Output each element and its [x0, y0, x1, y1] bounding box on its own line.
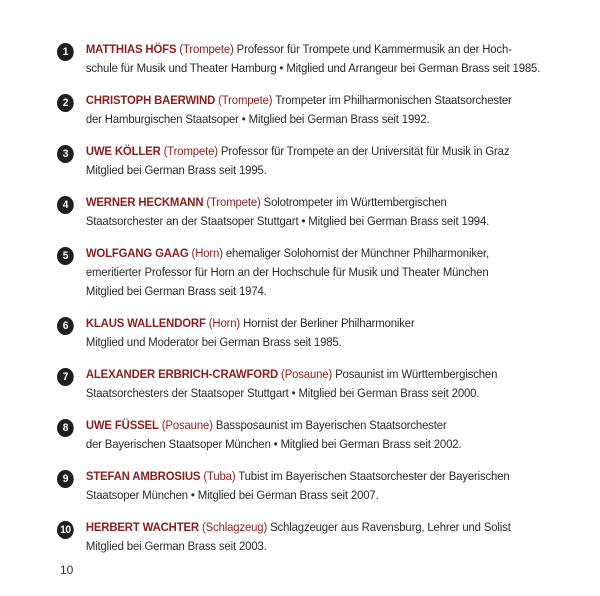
member-instrument: (Trompete) — [163, 144, 218, 158]
member-description-line: Trompeter im Philharmonischen Staatsorchester — [275, 93, 512, 107]
member-entry — [57, 314, 600, 352]
member-description-line: Professor für Trompete an der Universität für Musik in Graz — [220, 144, 510, 158]
member-entry — [57, 416, 600, 454]
member-name: WERNER HECKMANN — [85, 195, 204, 209]
member-description-line: Staatsorchester an der Staatsoper Stuttgart • Mitglied bei German Brass seit 1994. — [85, 214, 490, 228]
member-instrument: (Trompete) — [218, 93, 273, 107]
member-description-line: Staatsoper München • Mitglied bei German Brass seit 2007. — [85, 488, 379, 502]
number-badge: 3 — [57, 145, 74, 163]
member-entry — [57, 193, 600, 231]
member-name: UWE FÜSSEL — [85, 418, 159, 432]
member-entry — [57, 40, 600, 78]
member-list — [57, 40, 577, 569]
number-badge: 7 — [57, 368, 74, 386]
member-description-line: Mitglied und Moderator bei German Brass seit 1985. — [85, 335, 342, 349]
member-description-line: ehemaliger Solohornist der Münchner Philharmoniker, — [225, 246, 490, 260]
member-instrument: (Tuba) — [203, 469, 236, 483]
member-instrument: (Schlagzeug) — [201, 520, 268, 534]
number-badge: 4 — [57, 196, 74, 214]
member-description-line: schule für Musik und Theater Hamburg • Mitglied und Arrangeur bei German Brass seit 1985. — [85, 61, 541, 75]
number-badge: 10 — [57, 521, 74, 539]
member-name: KLAUS WALLENDORF — [85, 316, 206, 330]
number-badge: 5 — [57, 247, 74, 265]
member-description-line: Hornist der Berliner Philharmoniker — [243, 316, 415, 330]
member-instrument: (Posaune) — [281, 367, 333, 381]
member-entry — [57, 365, 600, 403]
member-entry — [57, 467, 600, 505]
member-description-line: Staatsorchesters der Staatsoper Stuttgart • Mitglied bei German Brass seit 2000. — [85, 386, 480, 400]
member-name: STEFAN AMBROSIUS — [85, 469, 201, 483]
page-number: 10 — [60, 563, 74, 577]
member-instrument: (Horn) — [191, 246, 223, 260]
number-badge: 1 — [57, 43, 74, 61]
member-description-line: Mitglied bei German Brass seit 1974. — [85, 284, 267, 298]
member-instrument: (Trompete) — [206, 195, 261, 209]
member-instrument: (Trompete) — [179, 42, 234, 56]
member-entry — [57, 244, 600, 301]
member-description-line: Mitglied bei German Brass seit 2003. — [85, 539, 267, 553]
member-name: HERBERT WACHTER — [85, 520, 199, 534]
member-name: WOLFGANG GAAG — [85, 246, 189, 260]
member-name: MATTHIAS HÖFS — [85, 42, 177, 56]
member-description-line: Professor für Trompete und Kammermusik an der Hoch- — [236, 42, 512, 56]
member-description-line: Schlagzeuger aus Ravensburg, Lehrer und Solist — [270, 520, 511, 534]
number-badge: 9 — [57, 470, 74, 488]
member-instrument: (Horn) — [208, 316, 241, 330]
member-description-line: Bassposaunist im Bayerischen Staatsorchester — [215, 418, 447, 432]
number-badge: 6 — [57, 317, 74, 335]
member-name: ALEXANDER ERBRICH-CRAWFORD — [85, 367, 279, 381]
number-badge: 2 — [57, 94, 74, 112]
number-badge: 8 — [57, 419, 74, 437]
member-description-line: Posaunist im Württembergischen — [335, 367, 498, 381]
member-description-line: Solotrompeter im Württembergischen — [263, 195, 447, 209]
member-name: CHRISTOPH BAERWIND — [85, 93, 216, 107]
member-entry — [57, 142, 600, 180]
member-description-line: emeritierter Professor für Horn an der Hochschule für Musik und Theater München — [85, 265, 489, 279]
member-name: UWE KÖLLER — [85, 144, 161, 158]
member-entry — [57, 518, 600, 556]
member-description-line: der Hamburgischen Staatsoper • Mitglied bei German Brass seit 1992. — [85, 112, 430, 126]
member-instrument: (Posaune) — [161, 418, 213, 432]
member-description-line: Mitglied bei German Brass seit 1995. — [85, 163, 267, 177]
member-entry — [57, 91, 600, 129]
member-description-line: Tubist im Bayerischen Staatsorchester der Bayerischen — [238, 469, 510, 483]
member-description-line: der Bayerischen Staatsoper München • Mitglied bei German Brass seit 2002. — [85, 437, 462, 451]
